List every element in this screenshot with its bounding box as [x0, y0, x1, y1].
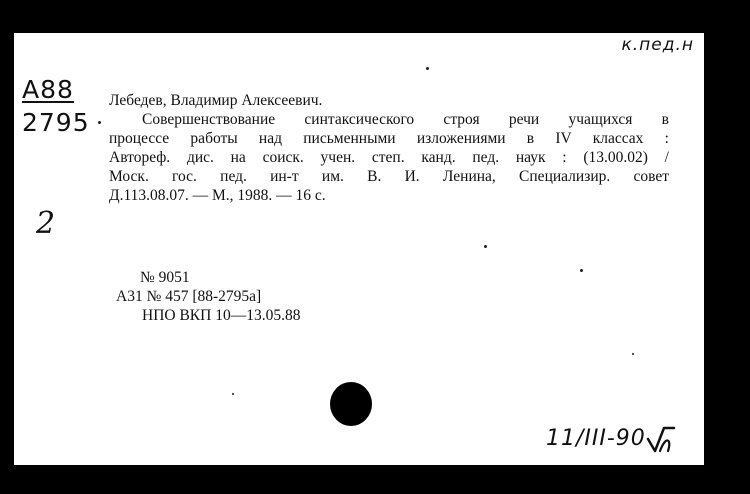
- title-line: Моск. гос. пед. ин-т им. В. И. Ленина, Специализир. совет: [109, 168, 669, 185]
- corner-handwritten-note: к.пед.н: [621, 35, 694, 55]
- title-line: Д.113.08.07. — М., 1988. — 16 с.: [109, 187, 326, 204]
- title-line: Совершенствование синтаксического строя речи учащихся в: [142, 111, 669, 128]
- scan-speck: [484, 245, 487, 248]
- handwritten-date-stamp: 11/III-90: [546, 426, 646, 451]
- punch-hole: [330, 382, 372, 426]
- scan-speck: [426, 67, 429, 70]
- catalog-card: [14, 33, 704, 465]
- shelf-mark-bottom: 2795: [22, 108, 90, 137]
- scan-speck: [232, 393, 234, 395]
- agency-line: НПО ВКП 10—13.05.88: [142, 307, 301, 324]
- shelf-mark-top: А88: [22, 75, 74, 104]
- scan-speck: [580, 269, 583, 272]
- scan-speck: [98, 121, 101, 124]
- side-handwritten-mark: 2: [36, 206, 56, 241]
- check-mark-icon: [646, 425, 676, 455]
- author-name: Лебедев, Владимир Алексеевич.: [109, 92, 323, 109]
- title-line: процессе работы над письменными изложениями в IV классах :: [109, 130, 669, 147]
- scan-speck: [632, 353, 634, 355]
- record-number: № 9051: [140, 269, 190, 286]
- register-line: А31 № 457 [88-2795а]: [116, 288, 262, 305]
- title-line: Автореф. дис. на соиск. учен. степ. канд. пед. наук : (13.00.02) /: [109, 149, 669, 166]
